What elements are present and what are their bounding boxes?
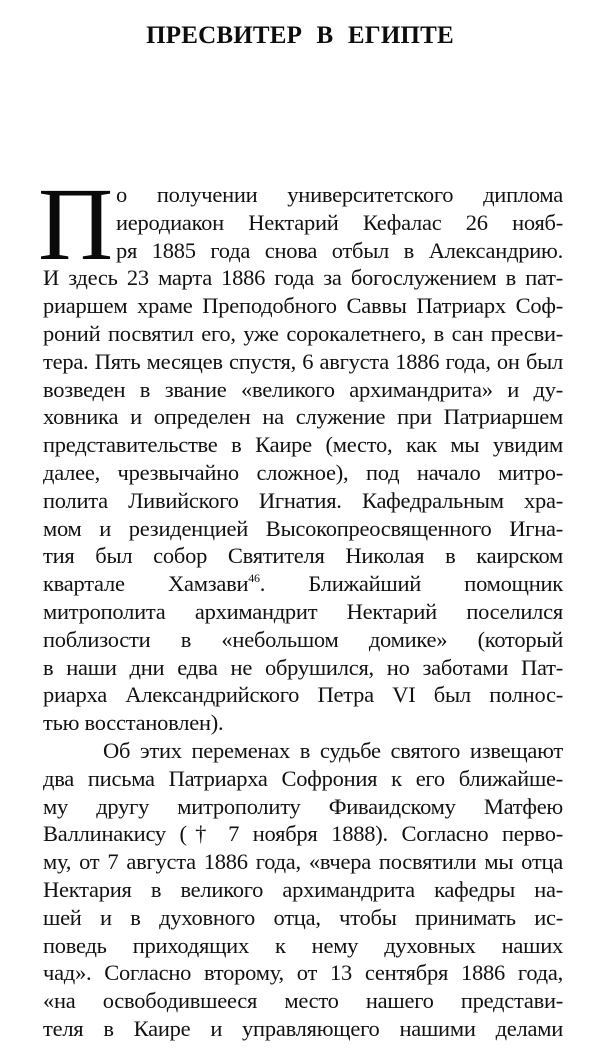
text-line: в наши дни едва не обрушился, но заботами Пат- <box>43 654 563 680</box>
text-line: поведь приходящих к нему духовных наших <box>43 932 563 958</box>
text-line: тью восстановлен). <box>43 710 224 736</box>
text-line: Об этих переменах в судьбе святого извещают <box>103 737 563 763</box>
text-line: му, от 7 августа 1886 года, «вчера посвятили мы отца <box>43 849 563 875</box>
text-line: риаршем храме Преподобного Саввы Патриарх Соф- <box>43 293 563 319</box>
text-line-with-footnote <box>43 570 563 598</box>
text-line: представительстве в Каире (место, как мы увидим <box>43 432 563 458</box>
text-line: возведен в звание «великого архимандрита» и ду- <box>43 376 563 402</box>
text-line: мом и резиденцией Высокопреосвященного Игна- <box>43 515 563 541</box>
footnote-line-after: . Ближайший помощник <box>259 571 563 597</box>
text-line: Валлинакису († 7 ноября 1888). Согласно перво- <box>43 821 563 847</box>
footnote-ref[interactable]: 46 <box>248 571 260 586</box>
text-line: поблизости в «небольшом домике» (который <box>43 626 563 652</box>
text-line: теля в Каире и управляющего нашими делами <box>43 1015 563 1041</box>
text-line: далее, чрезвычайно сложное), под начало митро- <box>43 459 563 485</box>
chapter-title: ПРЕСВИТЕР В ЕГИПТЕ <box>146 22 454 49</box>
body-text <box>38 167 563 1043</box>
text-line: ховника и определен на служение при Патриаршем <box>43 404 563 430</box>
text-line: о получении университетского диплома <box>116 182 563 207</box>
text-line: иеродиакон Нектарий Кефалас 26 нояб- <box>116 209 563 235</box>
text-line: Нектария в великого архимандрита кафедры на- <box>43 876 563 902</box>
drop-cap: П <box>38 167 114 282</box>
text-line: шей и в духовного отца, чтобы принимать ис- <box>43 904 563 930</box>
text-line: И здесь 23 марта 1886 года за богослужением в пат- <box>43 265 563 291</box>
text-line: тера. Пять месяцев спустя, 6 августа 1886 года, он был <box>43 348 563 374</box>
text-line: чад». Согласно второму, от 13 сентября 1886 года, <box>43 960 563 986</box>
text-line: два письма Патриарха Софрония к его ближайше- <box>43 765 563 791</box>
text-line: полита Ливийского Игнатия. Кафедральным хра- <box>43 487 563 513</box>
text-line: риарха Александрийского Петра VI был полнос- <box>43 682 563 708</box>
footnote-line-before: квартале Хамзави <box>43 571 249 597</box>
text-line: роний посвятил его, уже сорокалетнего, в сан пресви- <box>43 320 563 346</box>
text-line: митрополита архимандрит Нектарий поселился <box>43 598 563 624</box>
text-line: ря 1885 года снова отбыл в Александрию. <box>116 237 563 263</box>
text-line: му другу митрополиту Фиваидскому Матфею <box>43 793 563 819</box>
text-line: «на освободившееся место нашего представи- <box>43 988 563 1014</box>
text-line: тия был собор Святителя Николая в каирском <box>43 543 563 569</box>
